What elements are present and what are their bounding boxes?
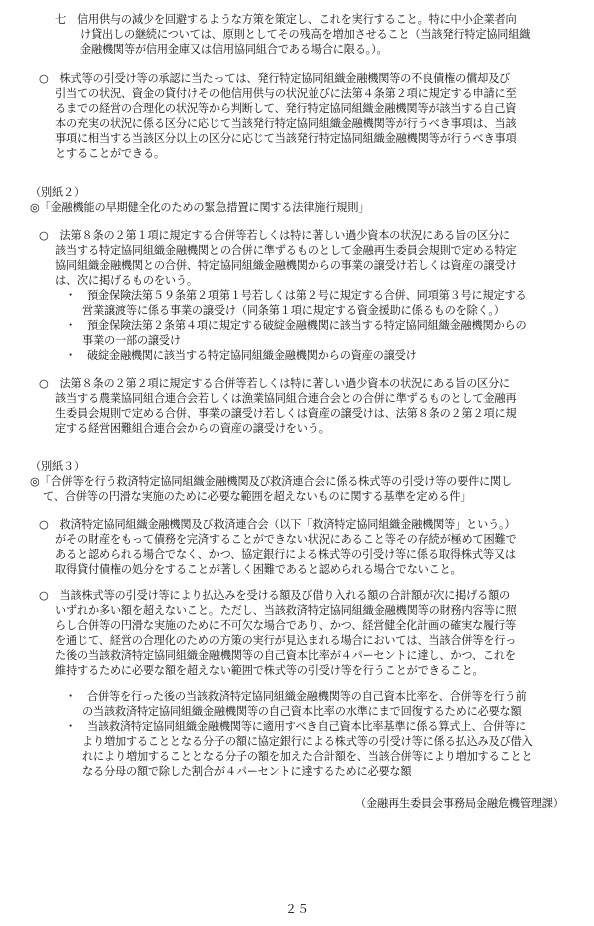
text-line: 該当する農業協同組合連合会若しくは漁業協同組合連合会との合併に準ずるものとして金融再 xyxy=(55,392,517,405)
text-line: 七 信用供与の減少を回避するような方策を策定し、これを実行すること。特に中小企業者向 xyxy=(55,13,517,26)
bullet-line: ・ 預金保険法第２条第４項に規定する破綻金融機関に該当する特定協同組織金融機関からの xyxy=(65,319,527,332)
bullet-line: ・ 当該救済特定協同組織金融機関等に適用すべき自己資本比率基準に係る算式上、合併等に xyxy=(65,720,527,733)
section-title: ◎「金融機能の早期健全化のための緊急措置に関する法律施行規則」 xyxy=(30,201,370,214)
text-line: 維持するために必要な額を超えない範囲で株式等の引受け等を行うことができること。 xyxy=(55,664,484,677)
text-line: らし合併等の円滑な実施のために不可欠な場合であり、かつ、経営健全化計画の確実な履行等 xyxy=(55,619,517,632)
text-line: ○ 救済特定協同組織金融機関及び救済連合会（以下「救済特定協同組織金融機関等」という。） xyxy=(39,518,516,531)
section-label: （別紙２） xyxy=(30,186,85,199)
text-line: あると認められる場合でなく、かつ、協定銀行による株式等の引受け等に係る取得株式等又は xyxy=(55,548,516,561)
bullet-line: ・ 破綻金融機関に該当する特定協同組織金融機関からの資産の譲受け xyxy=(65,349,417,362)
text-line: 事業の一部の譲受け xyxy=(82,334,181,347)
bullet-line: ・ 預金保険法第５９条第２項第１号若しくは第２号に規定する合併、同項第３号に規定する xyxy=(65,289,527,302)
text-line: の当該救済特定協同組織金融機関等の自己資本比率の水準にまで回復するために必要な額 xyxy=(82,705,522,718)
text-line: ○ 株式等の引受け等の承認に当たっては、発行特定協同組織金融機関等の不良債権の償却及び xyxy=(39,72,511,85)
section-title: ◎「合併等を行う救済特定協同組織金融機関及び救済連合会に係る株式等の引受け等の要件に関し xyxy=(30,475,513,488)
section-label: （別紙３） xyxy=(30,460,85,473)
text-line: いずれか多い額を超えないこと。ただし、当該救済特定協同組織金融機関等の財務内容等に照 xyxy=(55,604,517,617)
text-line: 本の充実の状況に係る区分に応じて当該発行特定協同組織金融機関等が行うべき事項は、当該 xyxy=(55,117,517,130)
text-line: るまでの経営の合理化の状況等から判断して、発行特定協同組織金融機関等が該当する自己資 xyxy=(55,102,517,115)
text-line: た後の当該救済特定協同組織金融機関等の自己資本比率が４パーセントに達し、かつ、これを xyxy=(55,649,516,662)
text-line: れにより増加することとなる分子の額を加えた合計額を、当該合併等により増加することと xyxy=(82,750,533,763)
text-line: 定する経営困難組合連合会からの資産の譲受けをいう。 xyxy=(55,422,330,435)
issuer-note: （金融再生委員会事務局金融危機管理課） xyxy=(355,797,564,810)
text-line: を通じて、経営の合理化のための方策の実行が見込まれる場合においては、当該合併等を行っ xyxy=(55,634,517,647)
text-line: 引当ての状況、資金の貸付けその他信用供与の状況並びに法第４条第２項に規定する申請に至 xyxy=(55,87,517,100)
text-line: 生委員会規則で定める合併、事業の譲受け若しくは資産の譲受けは、法第８条の２第２項に規 xyxy=(55,407,517,420)
section-title: て、合併等の円滑な実施のために必要な範囲を超えないものに関する基準を定める件」 xyxy=(43,490,472,503)
text-line: 該当する特定協同組織金融機関との合併に準ずるものとして金融再生委員会規則で定める特定 xyxy=(55,244,517,257)
text-line: ○ 法第８条の２第２項に規定する合併等若しくは特に著しい過少資本の状況にある旨の区分に xyxy=(39,377,511,390)
text-line: 営業譲渡等に係る事業の譲受け（同条第１項に規定する資金援助に係るものを除く。） xyxy=(82,304,505,317)
text-line: 事項に相当する当該区分以上の区分に応じて当該発行特定協同組織金融機関等が行うべき事項 xyxy=(55,132,517,145)
text-line: なる分母の額で除した割合が４パーセントに達するために必要な額 xyxy=(82,765,412,778)
page-number: ２５ xyxy=(284,902,309,916)
text-line: ○ 法第８条の２第１項に規定する合併等若しくは特に著しい過少資本の状況にある旨の区分に xyxy=(39,229,511,242)
text-line: け貸出しの継続については、原則としてその残高を増加させること（当該発行特定協同組織 xyxy=(80,28,531,41)
text-line: 金融機関等が信用金庫又は信用協同組合である場合に限る。）。 xyxy=(80,43,388,56)
text-line: は、次に掲げるものをいう。 xyxy=(55,274,198,287)
text-line: より増加することとなる分子の額に協定銀行による株式等の引受け等に係る払込み及び借入 xyxy=(82,735,533,748)
text-line: とすることができる。 xyxy=(55,147,165,160)
bullet-line: ・ 合併等を行った後の当該救済特定協同組織金融機関等の自己資本比率を、合併等を行う前 xyxy=(65,690,527,703)
text-line: 取得貸付債権の処分をすることが著しく困難であると認められる場合でないこと。 xyxy=(55,563,462,576)
text-line: 協同組織金融機関との合併、特定協同組織金融機関からの事業の譲受け若しくは資産の譲受け xyxy=(55,259,517,272)
text-line: がその財産をもって債務を完済することができない状況にあること等その存続が極めて困難で xyxy=(55,533,517,546)
text-line: ○ 当該株式等の引受け等により払込みを受ける額及び借り入れる額の合計額が次に掲げる額の xyxy=(39,589,511,602)
